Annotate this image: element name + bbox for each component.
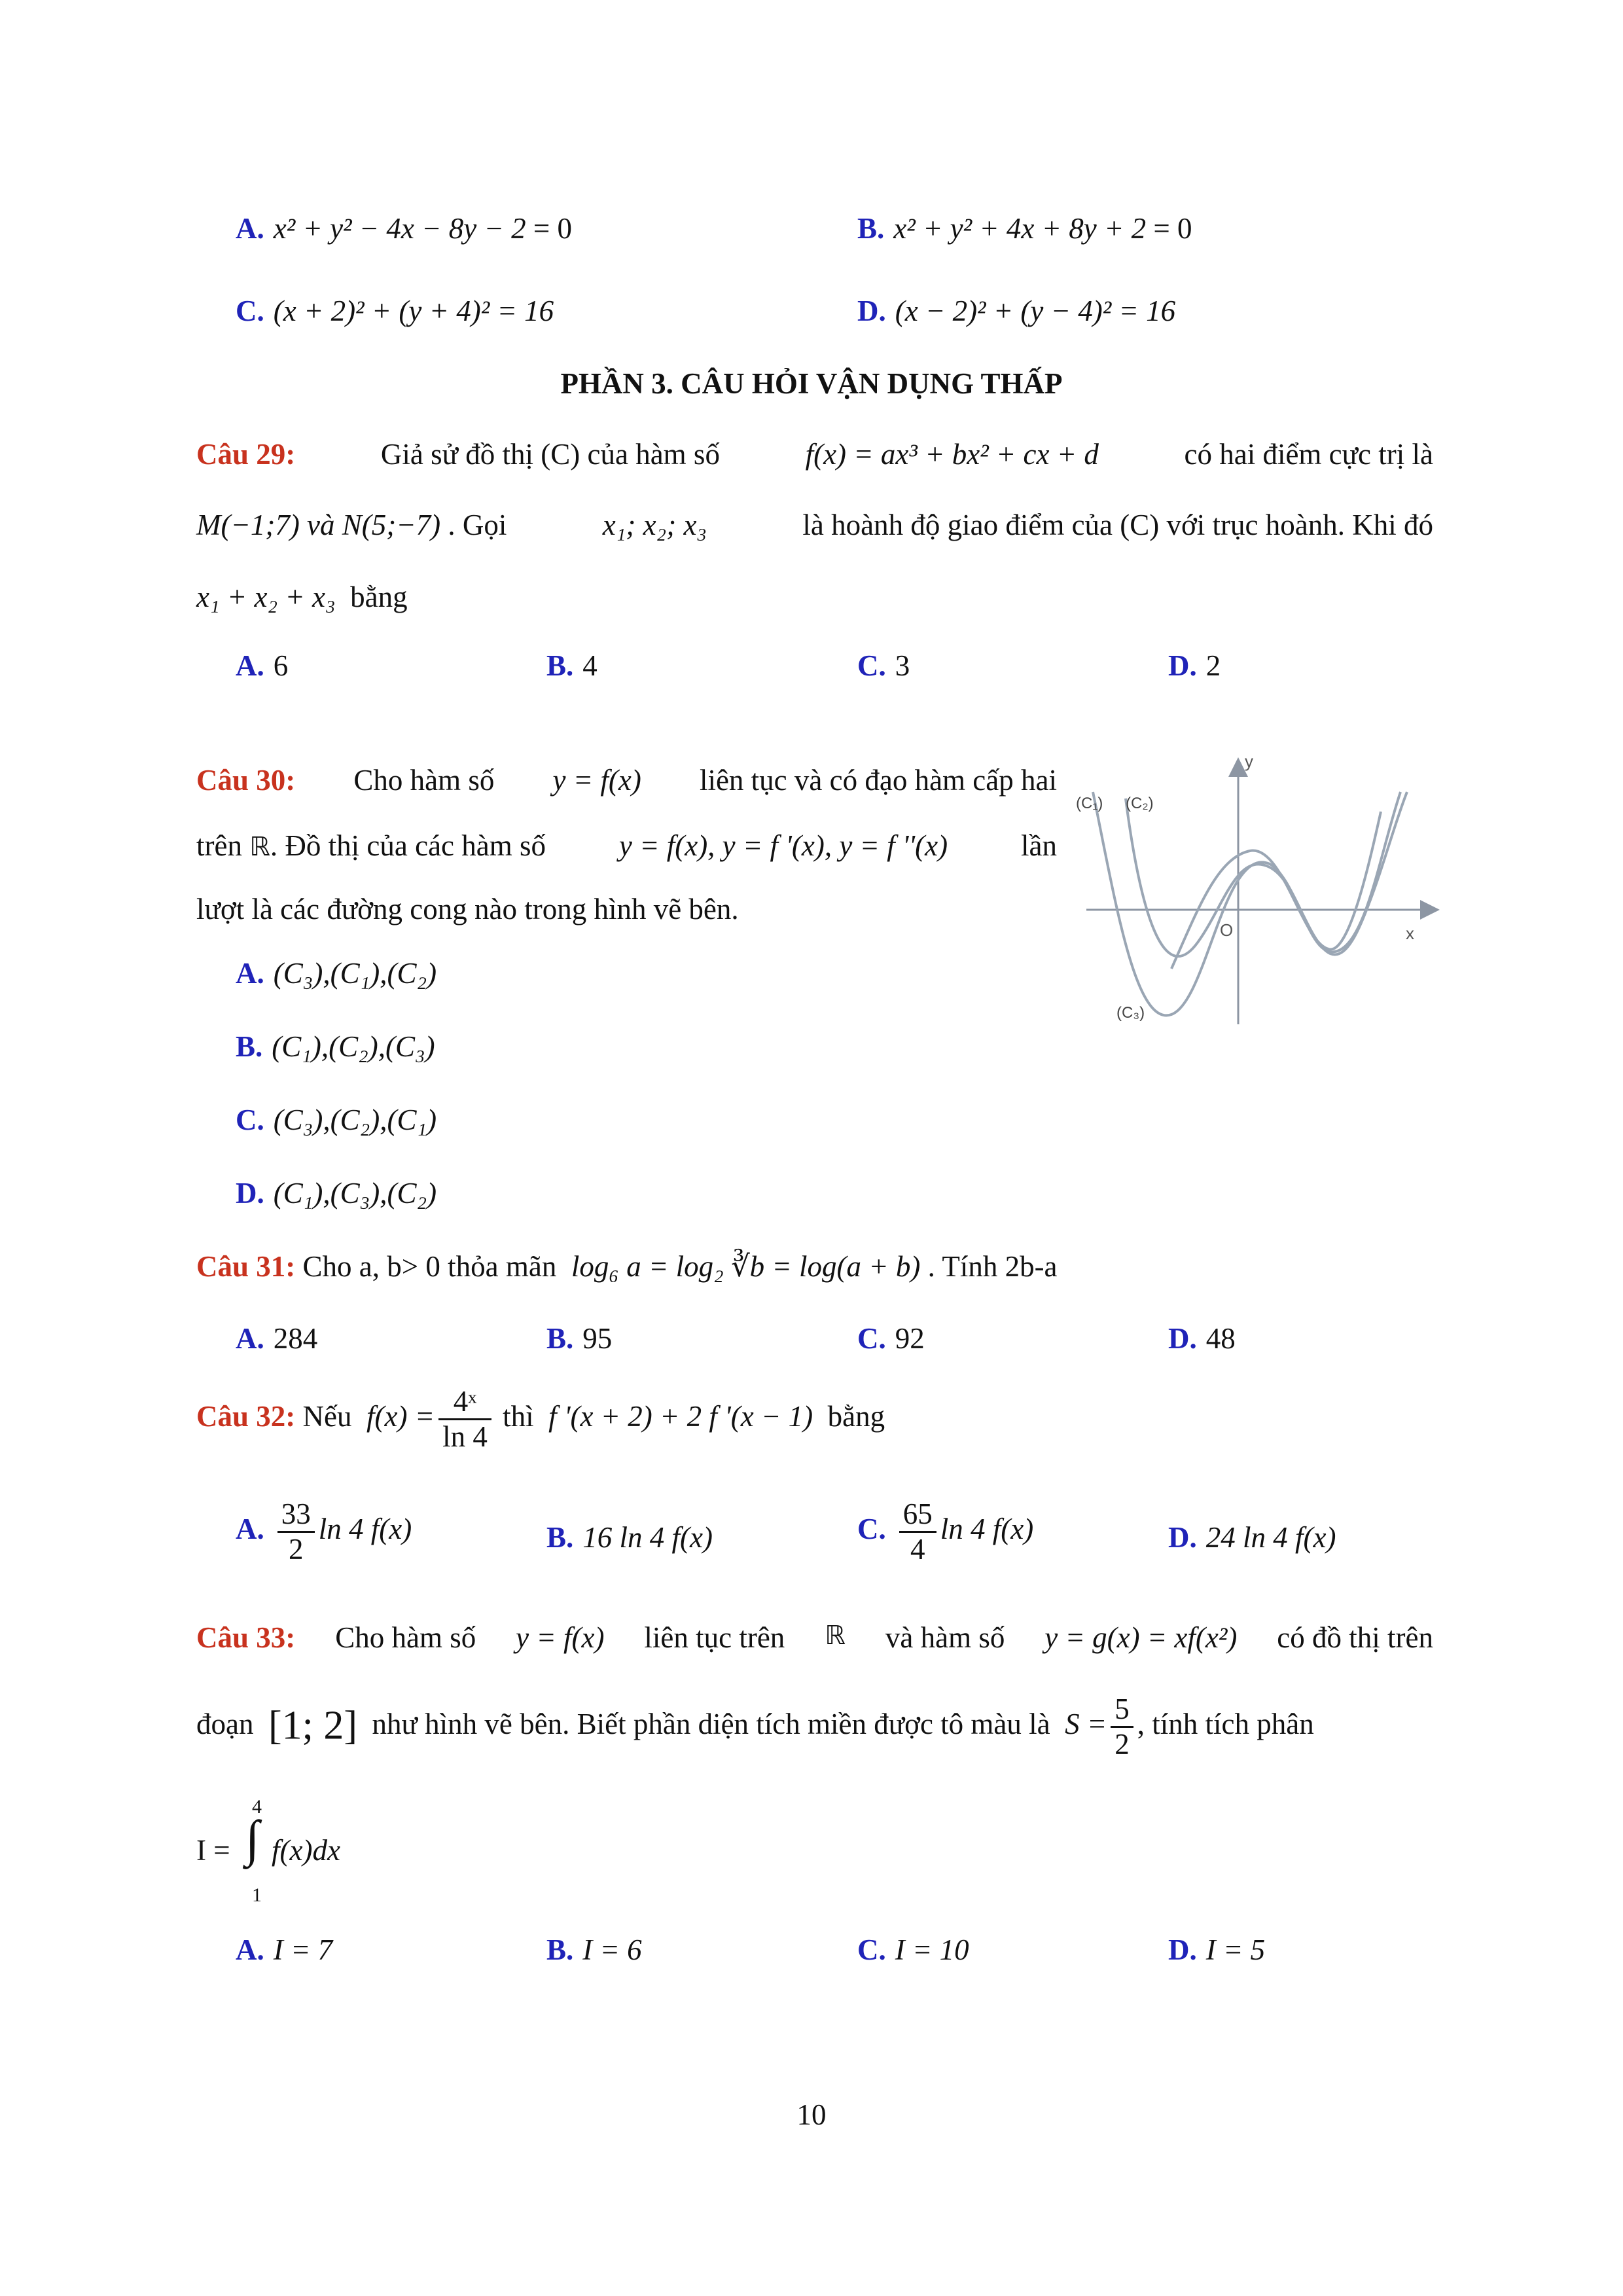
- q29-line-3: [196, 579, 408, 615]
- option-value: ln 4 f(x): [318, 1513, 412, 1546]
- q29-text: có hai điểm cực trị là: [1184, 438, 1433, 471]
- q29-sum: x₁ + x₂ + x₃: [196, 581, 336, 613]
- q29-function: f(x) = ax³ + bx² + cx + d: [805, 438, 1099, 471]
- option-label: A.: [236, 649, 264, 682]
- option-value: (C₃),(C₂),(C₁): [273, 1103, 437, 1136]
- q31-text: . Tính 2b-a: [927, 1250, 1058, 1283]
- option-value: 95: [582, 1322, 613, 1355]
- q30-label: Câu 30:: [196, 764, 296, 797]
- q33-option-a: [236, 1932, 332, 1967]
- curve-c2: [1126, 792, 1400, 956]
- q33-text: và hàm số: [885, 1621, 1005, 1654]
- fraction-denominator: 2: [289, 1533, 304, 1566]
- option-label: D.: [1168, 1322, 1197, 1355]
- q30-option-b: [236, 1029, 435, 1064]
- q33-option-d: [1168, 1932, 1265, 1967]
- q31-expression: log₆ a = log₂ ∛b = log(a + b): [571, 1250, 921, 1283]
- option-label: A.: [236, 1322, 264, 1355]
- q30-text: lượt là các đường cong nào trong hình vẽ bên.: [196, 893, 739, 925]
- option-label: D.: [1168, 1521, 1197, 1554]
- q33-line-1: [196, 1620, 1433, 1655]
- q32-lhs: f(x) =: [366, 1400, 435, 1433]
- q30-option-d: [236, 1175, 437, 1211]
- option-value: I = 7: [273, 1933, 333, 1966]
- section-title: PHẦN 3. CÂU HỎI VẬN DỤNG THẤP: [560, 367, 1063, 400]
- option-label: B.: [546, 1322, 574, 1355]
- option-label: B.: [546, 1933, 574, 1966]
- q30-line-2: [196, 828, 1057, 863]
- q33-function-g: y = g(x) = xf(x²): [1044, 1621, 1238, 1654]
- fraction-numerator: 4ˣ: [438, 1386, 491, 1420]
- option-value: I = 6: [582, 1933, 642, 1966]
- option-label: C.: [857, 649, 886, 682]
- prev-option-c: [236, 293, 554, 329]
- q31-label: Câu 31:: [196, 1250, 296, 1283]
- fraction-numerator: 65: [899, 1499, 936, 1533]
- option-label: D.: [857, 295, 886, 327]
- option-label: D.: [1168, 1933, 1197, 1966]
- q30-text: lần: [1021, 829, 1057, 862]
- origin-label: O: [1220, 920, 1234, 940]
- option-value: ln 4 f(x): [940, 1513, 1034, 1546]
- option-label: D.: [236, 1177, 264, 1210]
- prev-option-b: [857, 211, 1192, 246]
- q33-text: Cho hàm số: [335, 1621, 476, 1654]
- option-value: 6: [273, 649, 289, 682]
- q33-text: , tính tích phân: [1137, 1708, 1314, 1741]
- x-axis-label: x: [1406, 924, 1414, 943]
- option-value: (C₃),(C₁),(C₂): [273, 957, 437, 990]
- q29-option-d: [1168, 648, 1221, 683]
- option-value: 284: [273, 1322, 318, 1355]
- q30-line-3: [196, 891, 739, 927]
- q33-integral-lhs: I =: [196, 1834, 230, 1867]
- option-label: B.: [857, 212, 885, 245]
- q29-line-2: [196, 507, 1433, 543]
- option-expression: (x + 2)² + (y + 4)² = 16: [273, 295, 554, 327]
- prev-option-d: [857, 293, 1175, 329]
- q32-option-a: [236, 1499, 412, 1566]
- q29-option-a: [236, 648, 288, 683]
- option-fraction: [277, 1499, 315, 1566]
- option-value: 3: [895, 649, 910, 682]
- option-value: 4: [582, 649, 597, 682]
- q29-option-c: [857, 648, 910, 683]
- q32-text: Nếu: [302, 1400, 352, 1433]
- option-label: C.: [857, 1513, 886, 1546]
- q30-functions: y = f(x), y = f '(x), y = f ''(x): [618, 829, 948, 862]
- option-label: C.: [857, 1322, 886, 1355]
- q29-text: . Gọi: [448, 509, 507, 541]
- option-expression: x² + y² − 4x − 8y − 2: [273, 212, 526, 245]
- option-expression-rhs: = 0: [1153, 212, 1192, 245]
- q30-option-a: [236, 956, 437, 991]
- option-expression: x² + y² + 4x + 8y + 2: [893, 212, 1147, 245]
- option-label: B.: [236, 1030, 263, 1063]
- curve-c1: [1093, 792, 1407, 1015]
- q31-option-c: [857, 1321, 925, 1356]
- fraction-denominator: 4: [910, 1533, 925, 1566]
- option-label: A.: [236, 1513, 264, 1546]
- option-label: C.: [857, 1933, 886, 1966]
- q33-option-b: [546, 1932, 642, 1967]
- option-label: A.: [236, 1933, 264, 1966]
- option-value: 24 ln 4 f(x): [1205, 1521, 1336, 1554]
- option-value: I = 10: [895, 1933, 969, 1966]
- q32-expression: f '(x + 2) + 2 f '(x − 1): [548, 1400, 813, 1433]
- q30-text: liên tục và có đạo hàm cấp hai: [699, 764, 1057, 797]
- q32-text: thì: [503, 1400, 534, 1433]
- q30-line-1: [196, 762, 1057, 798]
- q31-option-d: [1168, 1321, 1236, 1356]
- q33-integrand: f(x)dx: [272, 1834, 340, 1867]
- q33-text: như hình vẽ bên. Biết phần diện tích miền được tô màu là: [372, 1708, 1050, 1741]
- q32-text: bằng: [827, 1400, 885, 1433]
- fraction-numerator: 5: [1111, 1694, 1133, 1728]
- q32-label: Câu 32:: [196, 1400, 296, 1433]
- option-label: C.: [236, 1103, 264, 1136]
- prev-option-a: [236, 211, 572, 246]
- q32-option-c: [857, 1499, 1033, 1566]
- q33-area-lhs: S =: [1065, 1708, 1107, 1741]
- q33-area-fraction: [1111, 1694, 1133, 1761]
- c3-label: (C₃): [1116, 1004, 1145, 1022]
- q30-text: trên: [196, 829, 242, 862]
- q33-integral-sign: ∫: [245, 1810, 260, 1867]
- q29-text: là hoành độ giao điểm của (C) với trục hoành. Khi đó: [802, 509, 1433, 541]
- c1-label: (C₁): [1076, 795, 1103, 812]
- q31-option-a: [236, 1321, 317, 1356]
- option-label: B.: [546, 1521, 574, 1554]
- q29-text: bằng: [350, 581, 408, 613]
- y-axis-label: y: [1245, 753, 1253, 771]
- option-label: C.: [236, 295, 264, 327]
- option-value: (C₁),(C₃),(C₂): [273, 1177, 437, 1210]
- fraction-denominator: ln 4: [442, 1420, 488, 1454]
- q32-option-d: [1168, 1520, 1336, 1555]
- q31-text: Cho a, b> 0 thỏa mãn: [302, 1250, 557, 1283]
- option-expression: (x − 2)² + (y − 4)² = 16: [895, 295, 1176, 327]
- q33-integral-lower: 1: [252, 1884, 262, 1906]
- q30-function: y = f(x): [552, 764, 641, 797]
- q31-line: [196, 1249, 1058, 1284]
- q33-text: liên tục trên: [644, 1621, 785, 1654]
- option-value: I = 5: [1205, 1933, 1266, 1966]
- q33-interval: [1; 2]: [268, 1703, 358, 1748]
- fraction-denominator: 2: [1115, 1728, 1130, 1761]
- q29-roots: x₁; x₂; x₃: [602, 509, 707, 541]
- q29-line-1: [196, 437, 1433, 472]
- option-label: D.: [1168, 649, 1197, 682]
- q30-text: . Đồ thị của các hàm số: [270, 829, 546, 862]
- option-value: 16 ln 4 f(x): [582, 1521, 713, 1554]
- q33-label: Câu 33:: [196, 1621, 296, 1654]
- c2-label: (C₂): [1126, 795, 1154, 812]
- q32-fraction: [438, 1386, 491, 1453]
- q33-text: đoạn: [196, 1708, 254, 1741]
- reals-symbol: ℝ: [825, 1621, 846, 1651]
- option-value: 92: [895, 1322, 925, 1355]
- q33-option-c: [857, 1932, 969, 1967]
- q33-function: y = f(x): [516, 1621, 605, 1654]
- q29-label: Câu 29:: [196, 438, 296, 471]
- option-label: A.: [236, 212, 264, 245]
- q33-text: có đồ thị trên: [1277, 1621, 1433, 1654]
- q29-option-b: [546, 648, 597, 683]
- q32-line: [196, 1386, 885, 1453]
- q31-option-b: [546, 1321, 612, 1356]
- q29-text: Giả sử đồ thị (C) của hàm số: [380, 438, 720, 471]
- option-expression-rhs: = 0: [533, 212, 572, 245]
- fraction-numerator: 33: [277, 1499, 315, 1533]
- option-label: A.: [236, 957, 264, 990]
- q32-option-b: [546, 1520, 713, 1555]
- q30-graph-figure: [1073, 753, 1440, 1034]
- reals-symbol: ℝ: [249, 832, 270, 862]
- q30-option-c: [236, 1102, 437, 1138]
- q33-integral-upper: 4: [252, 1796, 262, 1818]
- option-value: 48: [1205, 1322, 1236, 1355]
- option-label: B.: [546, 649, 574, 682]
- q29-points: M(−1;7) và N(5;−7): [196, 509, 441, 541]
- q30-text: Cho hàm số: [353, 764, 495, 797]
- option-value: (C₁),(C₂),(C₃): [272, 1030, 435, 1063]
- q33-line-2: [196, 1694, 1314, 1761]
- option-fraction: [899, 1499, 936, 1566]
- option-value: 2: [1205, 649, 1221, 682]
- page-number: 10: [796, 2098, 827, 2131]
